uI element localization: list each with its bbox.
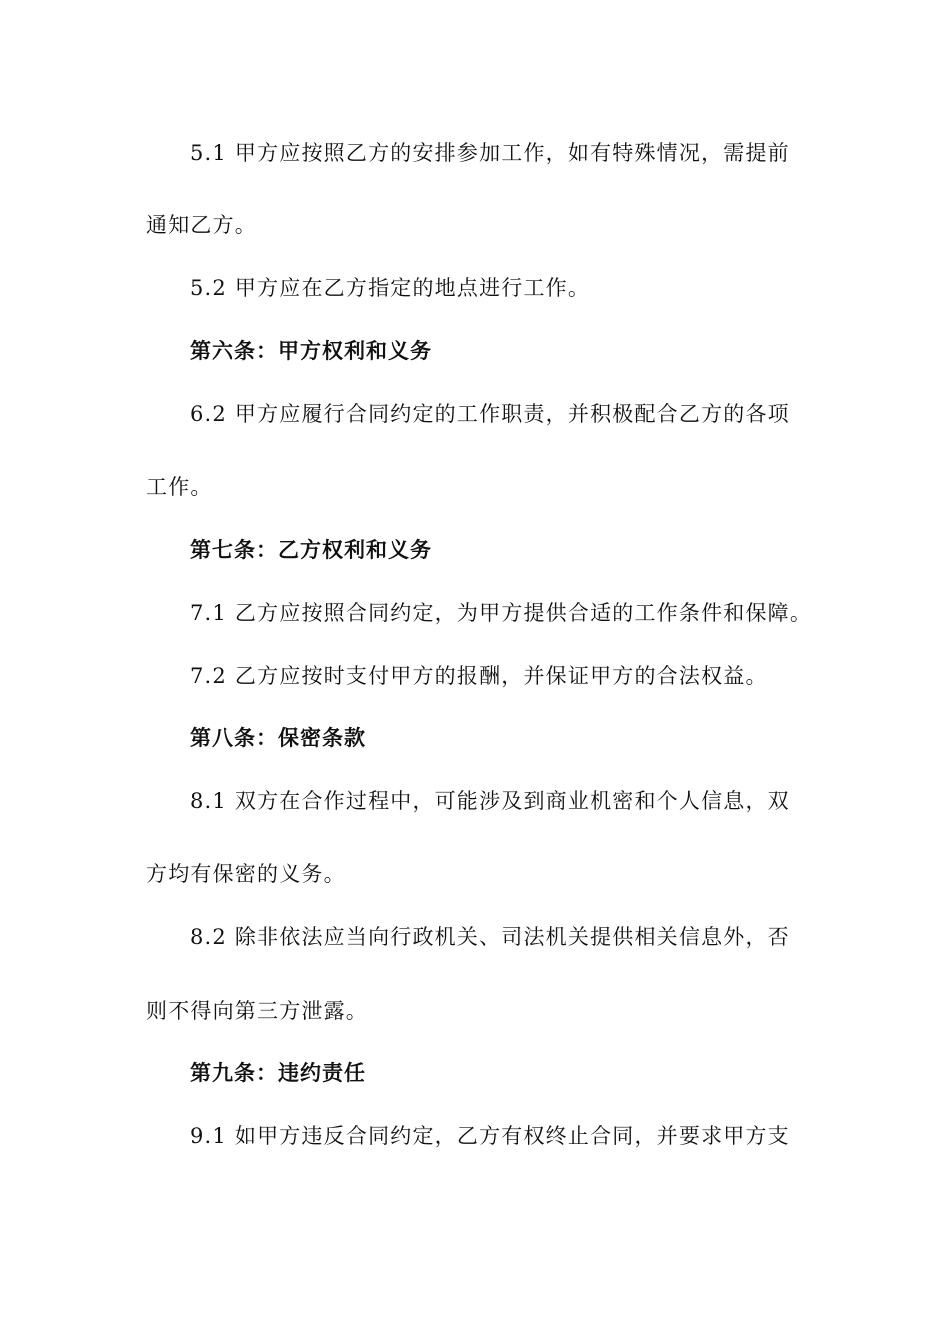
clause-7-2: 7.2 乙方应按时支付甲方的报酬，并保证甲方的合法权益。 xyxy=(190,664,768,688)
clause-8-1-line-2: 方均有保密的义务。 xyxy=(146,862,346,886)
clause-9-1-line-1: 9.1 如甲方违反合同约定，乙方有权终止合同，并要求甲方支 xyxy=(190,1124,790,1148)
article-9-heading: 第九条：违约责任 xyxy=(190,1061,366,1085)
article-8-heading: 第八条：保密条款 xyxy=(190,726,366,750)
clause-8-2-line-1: 8.2 除非依法应当向行政机关、司法机关提供相关信息外，否 xyxy=(190,925,790,949)
clause-8-2-line-2: 则不得向第三方泄露。 xyxy=(146,999,368,1023)
article-7-heading: 第七条：乙方权利和义务 xyxy=(190,538,432,562)
clause-5-1-line-1: 5.1 甲方应按照乙方的安排参加工作，如有特殊情况，需提前 xyxy=(190,141,790,165)
clause-7-1: 7.1 乙方应按照合同约定，为甲方提供合适的工作条件和保障。 xyxy=(190,601,813,625)
clause-5-2: 5.2 甲方应在乙方指定的地点进行工作。 xyxy=(190,276,591,300)
clause-6-2-line-2: 工作。 xyxy=(146,475,213,499)
clause-6-2-line-1: 6.2 甲方应履行合同约定的工作职责，并积极配合乙方的各项 xyxy=(190,402,790,426)
clause-5-1-line-2: 通知乙方。 xyxy=(146,213,257,237)
article-6-heading: 第六条：甲方权利和义务 xyxy=(190,339,432,363)
clause-8-1-line-1: 8.1 双方在合作过程中，可能涉及到商业机密和个人信息，双 xyxy=(190,789,790,813)
